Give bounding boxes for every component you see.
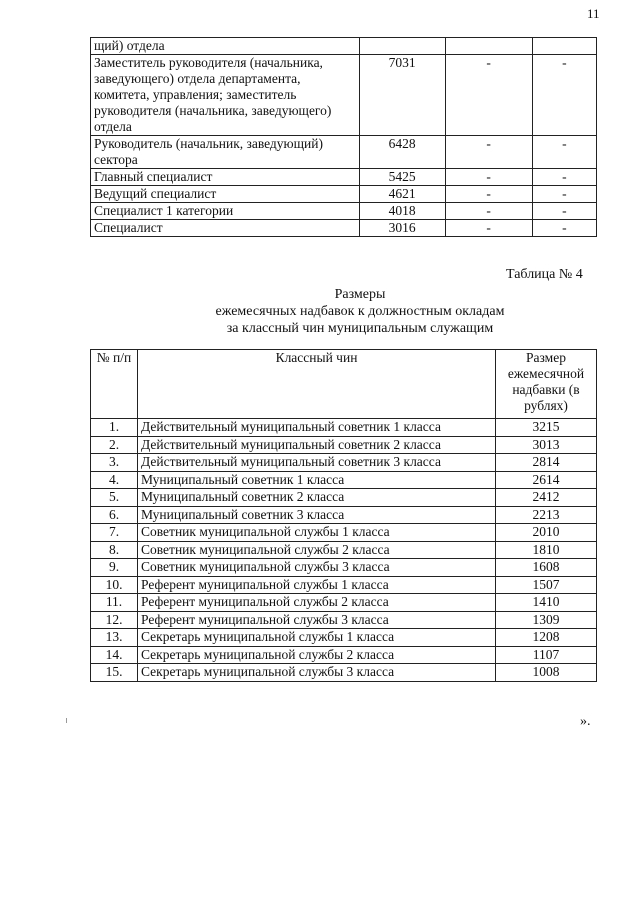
salary-cell: 7031 — [359, 55, 445, 136]
position-cell: Ведущий специалист — [91, 186, 360, 203]
table-row — [91, 611, 597, 629]
salary-cell: 4621 — [359, 186, 445, 203]
header-num: № п/п — [91, 350, 138, 419]
table-row — [91, 576, 597, 594]
allowance-amount: 2213 — [496, 506, 597, 524]
allowance-amount: 1107 — [496, 646, 597, 664]
row-number: 14. — [91, 646, 138, 664]
table-row — [91, 169, 597, 186]
table-row — [91, 559, 597, 577]
empty-col-cell — [445, 38, 532, 55]
empty-col-cell: - — [445, 220, 532, 237]
row-number: 5. — [91, 489, 138, 507]
table-row — [91, 664, 597, 682]
table-row — [91, 38, 597, 55]
row-number: 10. — [91, 576, 138, 594]
allowance-amount: 2412 — [496, 489, 597, 507]
salary-cell: 5425 — [359, 169, 445, 186]
rank-name: Секретарь муниципальной службы 2 класса — [138, 646, 496, 664]
position-cell: Специалист 1 категории — [91, 203, 360, 220]
scan-artifact — [66, 718, 67, 723]
table-row — [91, 506, 597, 524]
row-number: 15. — [91, 664, 138, 682]
rank-table-body — [91, 419, 597, 682]
header-amount: Размер ежемесячной надбавки (в рублях) — [496, 350, 597, 419]
empty-col-cell: - — [532, 220, 596, 237]
table-row — [91, 419, 597, 437]
table-row — [91, 524, 597, 542]
rank-name: Действительный муниципальный советник 1 класса — [138, 419, 496, 437]
rank-name: Муниципальный советник 3 класса — [138, 506, 496, 524]
salary-table-body — [91, 38, 597, 237]
table-row — [91, 594, 597, 612]
table-row — [91, 55, 597, 136]
row-number: 12. — [91, 611, 138, 629]
empty-col-cell: - — [532, 186, 596, 203]
title-line-1: Размеры — [334, 287, 386, 302]
allowance-amount: 1608 — [496, 559, 597, 577]
table-title — [160, 286, 560, 337]
salary-continuation-table — [90, 37, 597, 237]
allowance-amount: 1410 — [496, 594, 597, 612]
table-row — [91, 186, 597, 203]
allowance-amount: 3215 — [496, 419, 597, 437]
salary-cell: 4018 — [359, 203, 445, 220]
empty-col-cell: - — [445, 55, 532, 136]
table-row — [91, 220, 597, 237]
salary-cell — [359, 38, 445, 55]
empty-col-cell: - — [532, 136, 596, 169]
page-number: 11 — [587, 6, 600, 21]
allowance-amount: 1208 — [496, 629, 597, 647]
rank-name: Референт муниципальной службы 2 класса — [138, 594, 496, 612]
empty-col-cell: - — [532, 55, 596, 136]
allowance-amount: 1309 — [496, 611, 597, 629]
position-cell: Главный специалист — [91, 169, 360, 186]
rank-name: Советник муниципальной службы 3 класса — [138, 559, 496, 577]
empty-col-cell: - — [445, 169, 532, 186]
table-row — [91, 471, 597, 489]
row-number: 11. — [91, 594, 138, 612]
closing-quote: ». — [580, 714, 591, 729]
empty-col-cell — [532, 38, 596, 55]
rank-allowance-table — [90, 349, 597, 682]
table-label: Таблица № 4 — [506, 267, 583, 282]
allowance-amount: 2814 — [496, 454, 597, 472]
position-cell: Руководитель (начальник, заведующий) сектора — [91, 136, 360, 169]
rank-name: Секретарь муниципальной службы 3 класса — [138, 664, 496, 682]
table-row — [91, 541, 597, 559]
title-line-2: ежемесячных надбавок к должностным окладам — [215, 304, 505, 319]
allowance-amount: 1810 — [496, 541, 597, 559]
empty-col-cell: - — [445, 186, 532, 203]
rank-name: Муниципальный советник 2 класса — [138, 489, 496, 507]
row-number: 2. — [91, 436, 138, 454]
rank-name: Советник муниципальной службы 1 класса — [138, 524, 496, 542]
rank-name: Муниципальный советник 1 класса — [138, 471, 496, 489]
row-number: 3. — [91, 454, 138, 472]
table-row — [91, 436, 597, 454]
rank-name: Действительный муниципальный советник 3 класса — [138, 454, 496, 472]
row-number: 9. — [91, 559, 138, 577]
title-line-3: за классный чин муниципальным служащим — [226, 321, 494, 336]
position-cell: щий) отдела — [91, 38, 360, 55]
table-row — [91, 646, 597, 664]
rank-name: Референт муниципальной службы 3 класса — [138, 611, 496, 629]
salary-cell: 3016 — [359, 220, 445, 237]
table-row — [91, 203, 597, 220]
table-row — [91, 489, 597, 507]
empty-col-cell: - — [532, 169, 596, 186]
salary-cell: 6428 — [359, 136, 445, 169]
allowance-amount: 1507 — [496, 576, 597, 594]
empty-col-cell: - — [532, 203, 596, 220]
row-number: 6. — [91, 506, 138, 524]
row-number: 7. — [91, 524, 138, 542]
rank-name: Секретарь муниципальной службы 1 класса — [138, 629, 496, 647]
rank-name: Действительный муниципальный советник 2 класса — [138, 436, 496, 454]
table-row — [91, 454, 597, 472]
header-row — [91, 350, 597, 419]
allowance-amount: 3013 — [496, 436, 597, 454]
header-rank: Классный чин — [138, 350, 496, 419]
rank-name: Референт муниципальной службы 1 класса — [138, 576, 496, 594]
allowance-amount: 2010 — [496, 524, 597, 542]
allowance-amount: 2614 — [496, 471, 597, 489]
rank-name: Советник муниципальной службы 2 класса — [138, 541, 496, 559]
table-row — [91, 629, 597, 647]
table-row — [91, 136, 597, 169]
empty-col-cell: - — [445, 203, 532, 220]
allowance-amount: 1008 — [496, 664, 597, 682]
row-number: 1. — [91, 419, 138, 437]
empty-col-cell: - — [445, 136, 532, 169]
row-number: 13. — [91, 629, 138, 647]
position-cell: Специалист — [91, 220, 360, 237]
row-number: 8. — [91, 541, 138, 559]
position-cell: Заместитель руководителя (начальника, заведующего) отдела департамента, комитета, управления; заместитель руководителя (начальника, заведующего) отдела — [91, 55, 360, 136]
row-number: 4. — [91, 471, 138, 489]
